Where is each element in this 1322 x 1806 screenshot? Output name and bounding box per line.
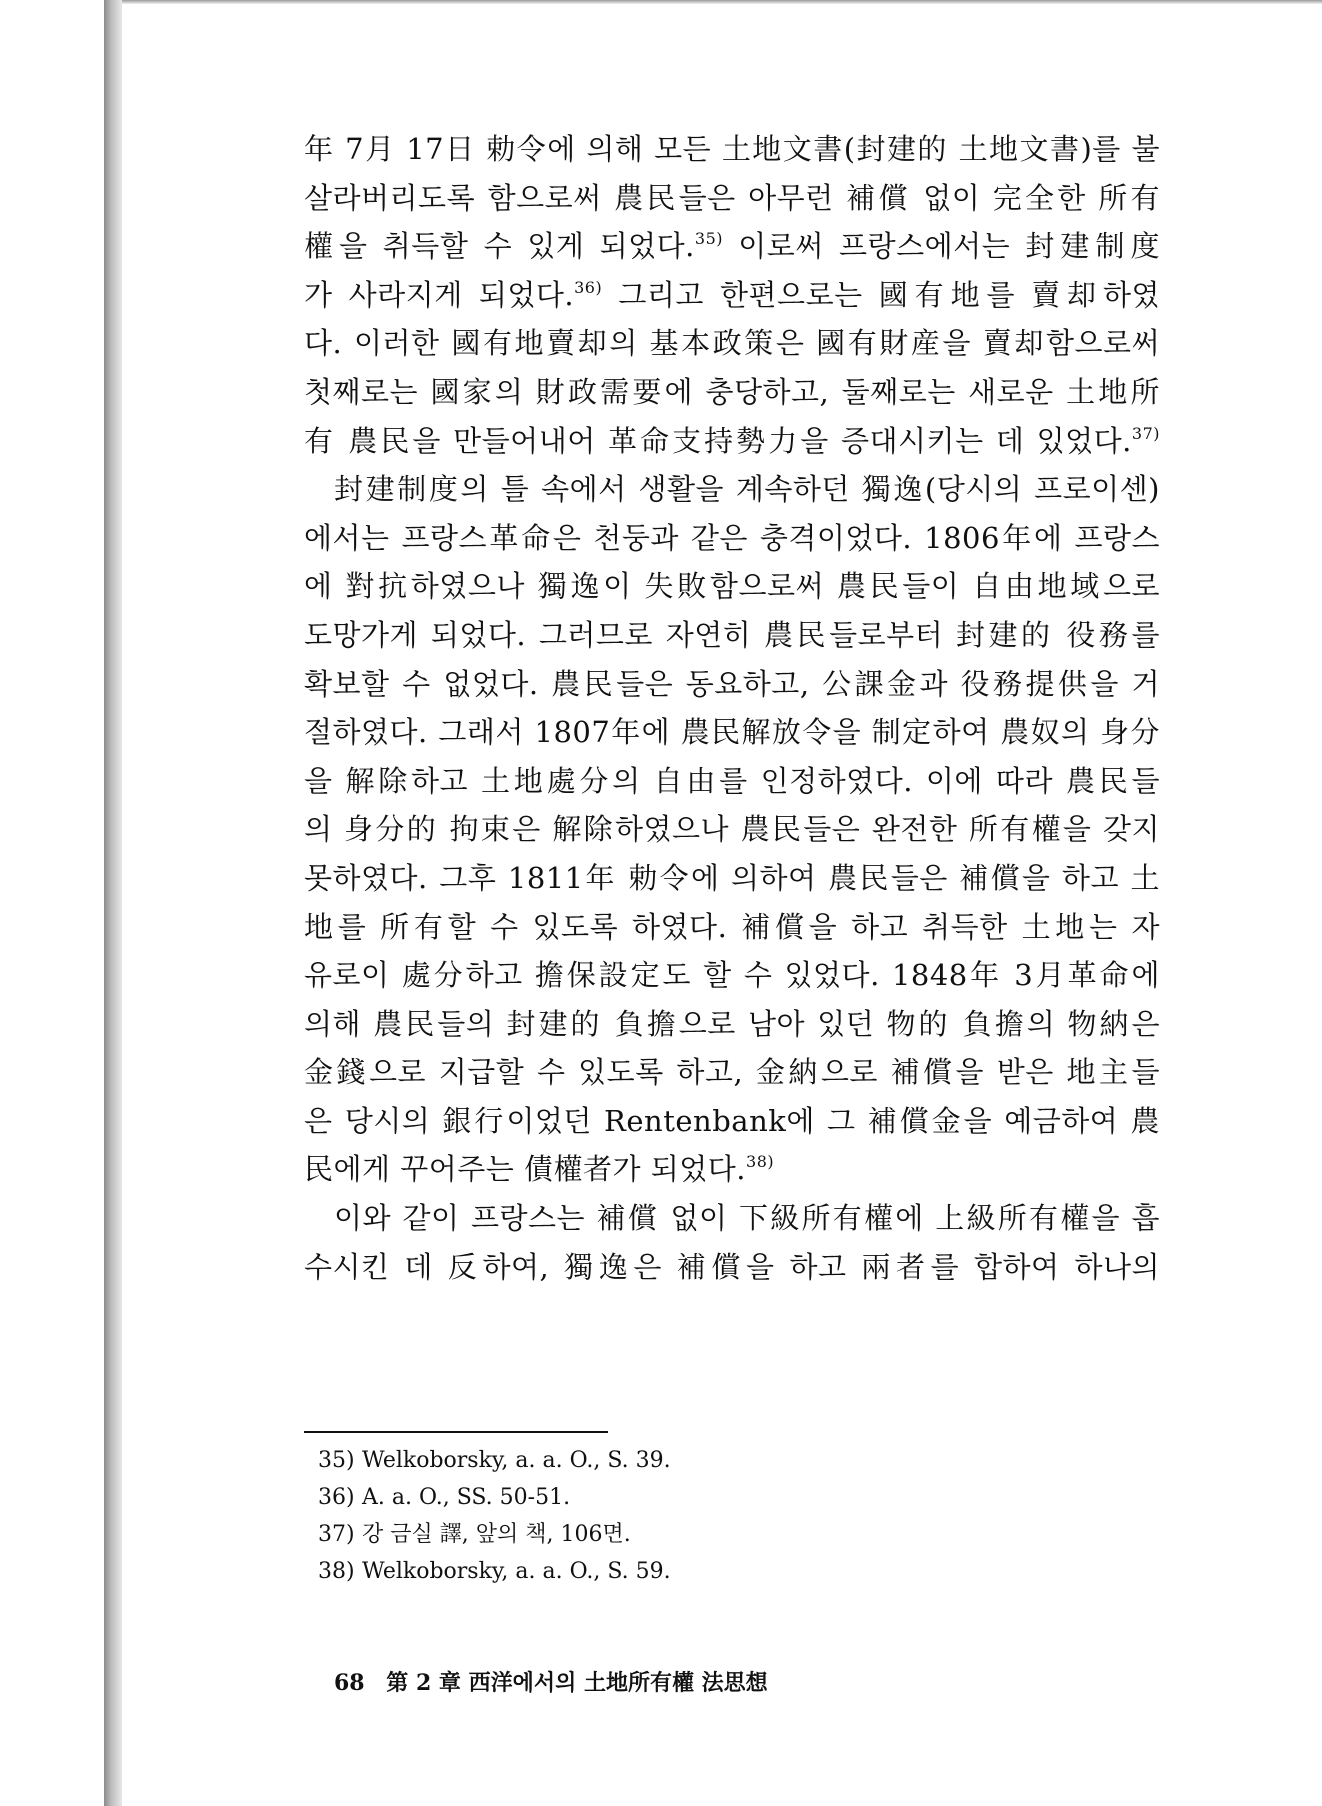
text-line: 은 당시의 銀行이었던 Rentenbank에 그 補償金을 예금하여 農 — [304, 1103, 1160, 1138]
text-line: 다. 이러한 國有地賣却의 基本政策은 國有財産을 賣却함으로써 — [304, 326, 1160, 361]
text-line: 金錢으로 지급할 수 있도록 하고, 金納으로 補償을 받은 地主들 — [304, 1055, 1160, 1090]
footnote-number: 38) — [318, 1559, 355, 1584]
footnote-ref: 36) — [574, 277, 603, 297]
text-line: 의해 農民들의 封建的 負擔으로 남아 있던 物的 負擔의 物納은 — [304, 1006, 1160, 1041]
text-line: 확보할 수 없었다. 農民들은 동요하고, 公課金과 役務提供을 거 — [304, 666, 1160, 701]
body-text — [304, 125, 1160, 1291]
text-line: 도망가게 되었다. 그러므로 자연히 農民들로부터 封建的 役務를 — [304, 617, 1160, 652]
footnote-number: 36) — [318, 1485, 355, 1510]
paragraph-start-line: 封建制度의 틀 속에서 생활을 계속하던 獨逸(당시의 프로이센) — [334, 472, 1160, 507]
page-number: 68 — [334, 1670, 365, 1696]
footnote-divider — [304, 1431, 608, 1433]
footnote-text: Welkoborsky, a. a. O., S. 59. — [362, 1559, 671, 1584]
footnote — [318, 1516, 1118, 1553]
book-binding-edge — [104, 0, 122, 1806]
footnote-number: 35) — [318, 1448, 355, 1473]
text-line: 을 解除하고 土地處分의 自由를 인정하였다. 이에 따라 農民들 — [304, 763, 1160, 798]
text-line: 의 身分的 拘束은 解除하였으나 農民들은 완전한 所有權을 갖지 — [304, 812, 1160, 847]
text-line: 에 對抗하였으나 獨逸이 失敗함으로써 農民들이 自由地域으로 — [304, 569, 1160, 604]
footnotes — [318, 1442, 1118, 1590]
text-line: 살라버리도록 함으로써 農民들은 아무런 補償 없이 完全한 所有 — [304, 180, 1160, 215]
footnote — [318, 1442, 1118, 1479]
text-line: 가 사라지게 되었다.$^{36)}$ 그리고 한편으로는 國有地를 賣却하였 — [304, 277, 1160, 312]
footnote — [318, 1479, 1118, 1516]
text-line: 수시킨 데 反하여, 獨逸은 補償을 하고 兩者를 합하여 하나의 — [304, 1249, 1160, 1284]
text-line: 地를 所有할 수 있도록 하였다. 補償을 하고 취득한 土地는 자 — [304, 909, 1160, 944]
footnote-text: A. a. O., SS. 50-51. — [362, 1485, 571, 1510]
footnote-ref: 35) — [694, 229, 724, 249]
footnote-text: Welkoborsky, a. a. O., S. 39. — [362, 1448, 671, 1473]
footnote-number: 37) — [318, 1522, 355, 1547]
footnote-ref: 37) — [1131, 423, 1160, 443]
text-line: 절하였다. 그래서 1807年에 農民解放令을 制定하여 農奴의 身分 — [304, 715, 1160, 750]
text-line: 年 7月 17日 勅令에 의해 모든 土地文書(封建的 土地文書)를 불 — [304, 132, 1160, 166]
text-line: 못하였다. 그후 1811年 勅令에 의하여 農民들은 補償을 하고 土 — [304, 860, 1160, 895]
text-line: 유로이 處分하고 擔保設定도 할 수 있었다. 1848年 3月革命에 — [304, 958, 1160, 993]
text-line: 첫째로는 國家의 財政需要에 충당하고, 둘째로는 새로운 土地所 — [304, 374, 1160, 409]
chapter-title: 第 2 章 西洋에서의 土地所有權 法思想 — [386, 1670, 768, 1696]
text-line: 有 農民을 만들어내어 革命支持勢力을 증대시키는 데 있었다.$^{37)}$ — [304, 423, 1160, 458]
page-footer — [334, 1666, 768, 1697]
footnote-text: 강 금실 譯, 앞의 책, 106면. — [362, 1522, 631, 1547]
footnote — [318, 1553, 1118, 1590]
text-line: 權을 취득할 수 있게 되었다.$^{35)}$ 이로써 프랑스에서는 封建制度 — [304, 229, 1160, 264]
footnote-ref: 38) — [746, 1152, 775, 1172]
paragraph-start-line: 이와 같이 프랑스는 補償 없이 下級所有權에 上級所有權을 흡 — [334, 1201, 1160, 1236]
text-line: 에서는 프랑스革命은 천둥과 같은 충격이었다. 1806年에 프랑스 — [304, 520, 1160, 555]
text-line: 民에게 꾸어주는 債權者가 되었다.$^{38)}$ — [304, 1152, 775, 1187]
